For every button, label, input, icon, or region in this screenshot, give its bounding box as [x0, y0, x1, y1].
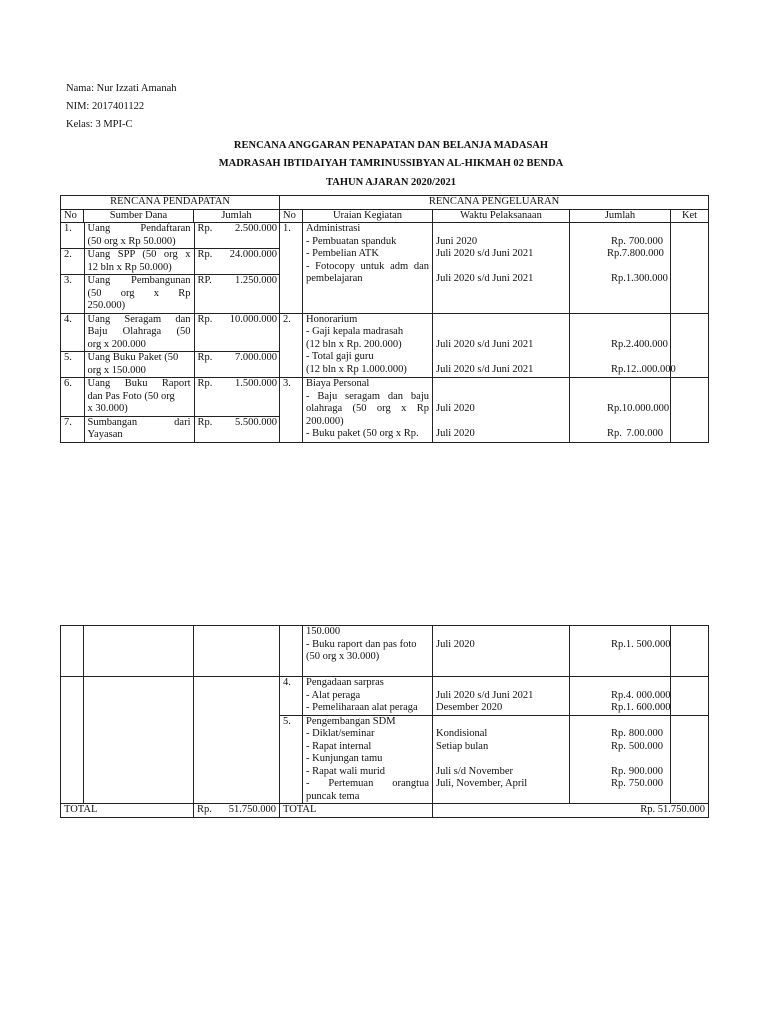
table-row	[61, 223, 709, 314]
income-row	[61, 378, 280, 416]
expense-group-no: 2.	[280, 313, 303, 378]
expense-group-no: 5.	[280, 715, 303, 804]
income-row	[61, 416, 280, 442]
expense-amount: Rp. 800.000 Rp. 500.000 Rp. 900.000 Rp. 750.000	[570, 715, 671, 804]
income-block-2	[61, 313, 280, 378]
expense-group-no	[280, 626, 303, 677]
col-no2-header: No	[280, 209, 303, 223]
col-source-header: Sumber Dana	[84, 209, 194, 223]
income-row	[61, 249, 280, 275]
income-source: Uang SPP (50 org x 12 bln x Rp 50.000)	[84, 249, 194, 275]
col-amount2-header: Jumlah	[570, 209, 671, 223]
table-row	[61, 313, 709, 378]
expense-note	[671, 313, 709, 378]
expense-total-label: TOTAL	[280, 804, 433, 818]
table-row	[61, 378, 709, 443]
col-no-header: No	[61, 209, 84, 223]
col-time-header: Waktu Pelaksanaan	[433, 209, 570, 223]
table-row	[61, 677, 709, 716]
income-no	[61, 677, 84, 804]
income-no: 3.	[61, 275, 84, 313]
income-block-1	[61, 223, 280, 314]
expense-desc: 150.000 - Buku raport dan pas foto (50 org x 30.000)	[303, 626, 433, 677]
income-no: 5.	[61, 352, 84, 378]
income-amount: Rp. 24.000.000	[194, 249, 280, 275]
income-amount	[194, 626, 280, 677]
income-total-label: TOTAL	[61, 804, 194, 818]
section-header-row	[61, 196, 709, 210]
expense-section-header: RENCANA PENGELUARAN	[280, 196, 709, 210]
expense-desc: Administrasi - Pembuatan spanduk - Pembelian ATK - Fotocopy untuk adm dan pembelajaran	[303, 223, 433, 314]
expense-time: Juli 2020	[433, 626, 570, 677]
income-source: Uang Pembangunan (50 org x Rp 250.000)	[84, 275, 194, 313]
school-title: MADRASAH IBTIDAIYAH TAMRINUSSIBYAN AL-HIKMAH 02 BENDA	[218, 158, 564, 169]
income-amount	[194, 677, 280, 804]
income-row	[61, 314, 280, 352]
expense-amount: Rp. 1. 500.000	[570, 626, 671, 677]
income-source: Uang Seragam dan Baju Olahraga (50 org x 200.000	[84, 314, 194, 352]
expense-total-amount: Rp. 51.750.000	[433, 804, 709, 818]
income-row	[61, 223, 280, 249]
expense-note	[671, 378, 709, 443]
income-amount: Rp. 10.000.000	[194, 314, 280, 352]
total-row	[61, 804, 709, 818]
expense-desc: Pengadaan sarpras - Alat peraga - Pemeliharaan alat peraga	[303, 677, 433, 716]
expense-desc: Honorarium - Gaji kepala madrasah (12 bln x Rp. 200.000) - Total gaji guru (12 bln x Rp 1.000.000)	[303, 313, 433, 378]
expense-note	[671, 223, 709, 314]
income-amount: RP. 1.250.000	[194, 275, 280, 313]
income-no: 1.	[61, 223, 84, 249]
income-amount: Rp. 2.500.000	[194, 223, 280, 249]
document-title: RENCANA ANGGARAN PENAPATAN DAN BELANJA MADASAH	[233, 140, 549, 151]
income-no: 2.	[61, 249, 84, 275]
expense-note	[671, 626, 709, 677]
expense-group-no: 4.	[280, 677, 303, 716]
income-no	[61, 626, 84, 677]
income-source	[84, 626, 194, 677]
col-note-header: Ket	[671, 209, 709, 223]
expense-amount: Rp. 4. 000.000 Rp. 1. 600.000	[570, 677, 671, 716]
income-amount: Rp. 7.000.000	[194, 352, 280, 378]
expense-note	[671, 677, 709, 716]
expense-amount: Rp. 700.000 Rp. 7.800.000 Rp. 1.300.000	[570, 223, 671, 314]
budget-table-page-2	[60, 625, 709, 818]
expense-time: Juni 2020 Juli 2020 s/d Juni 2021 Juli 2020 s/d Juni 2021	[433, 223, 570, 314]
income-source: Uang Buku Paket (50 org x 150.000	[84, 352, 194, 378]
expense-time: Kondisional Setiap bulan Juli s/d November Juli, November, April	[433, 715, 570, 804]
expense-group-no: 3.	[280, 378, 303, 443]
income-block-3	[61, 378, 280, 443]
income-no: 7.	[61, 416, 84, 442]
expense-time: Juli 2020 s/d Juni 2021 Desember 2020	[433, 677, 570, 716]
expense-time: Juli 2020 s/d Juni 2021 Juli 2020 s/d Juni 2021	[433, 313, 570, 378]
year-title: TAHUN AJARAN 2020/2021	[326, 177, 456, 188]
income-total-amount: Rp. 51.750.000	[194, 804, 280, 818]
budget-table-page-1	[60, 195, 709, 443]
student-name: Nama: Nur Izzati Amanah	[66, 83, 177, 94]
income-row	[61, 352, 280, 378]
col-activity-header: Uraian Kegiatan	[303, 209, 433, 223]
student-nim: NIM: 2017401122	[66, 101, 145, 112]
income-section-header: RENCANA PENDAPATAN	[61, 196, 280, 210]
table-row	[61, 626, 709, 677]
income-amount: Rp. 1.500.000	[194, 378, 280, 416]
income-amount: Rp. 5.500.000	[194, 416, 280, 442]
expense-group-no: 1.	[280, 223, 303, 314]
expense-amount: Rp. 10.000.000 Rp. 7.00.000	[570, 378, 671, 443]
expense-desc: Pengembangan SDM - Diklat/seminar - Rapat internal - Kunjungan tamu - Rapat wali murid - Pertemuan orangtua puncak tema	[303, 715, 433, 804]
income-row	[61, 275, 280, 313]
income-source: Uang Pendaftaran (50 org x Rp 50.000)	[84, 223, 194, 249]
expense-amount: Rp. 2.400.000 Rp. 12..000.000	[570, 313, 671, 378]
column-header-row	[61, 209, 709, 223]
expense-time: Juli 2020 Juli 2020	[433, 378, 570, 443]
expense-note	[671, 715, 709, 804]
income-no: 4.	[61, 314, 84, 352]
income-source: Sumbangan dari Yayasan	[84, 416, 194, 442]
income-source	[84, 677, 194, 804]
income-source: Uang Buku Raport dan Pas Foto (50 org x 30.000)	[84, 378, 194, 416]
col-amount-header: Jumlah	[194, 209, 280, 223]
student-class: Kelas: 3 MPI-C	[66, 119, 133, 130]
income-no: 6.	[61, 378, 84, 416]
expense-desc: Biaya Personal - Baju seragam dan baju olahraga (50 org x Rp 200.000) - Buku paket (50 org x Rp.	[303, 378, 433, 443]
